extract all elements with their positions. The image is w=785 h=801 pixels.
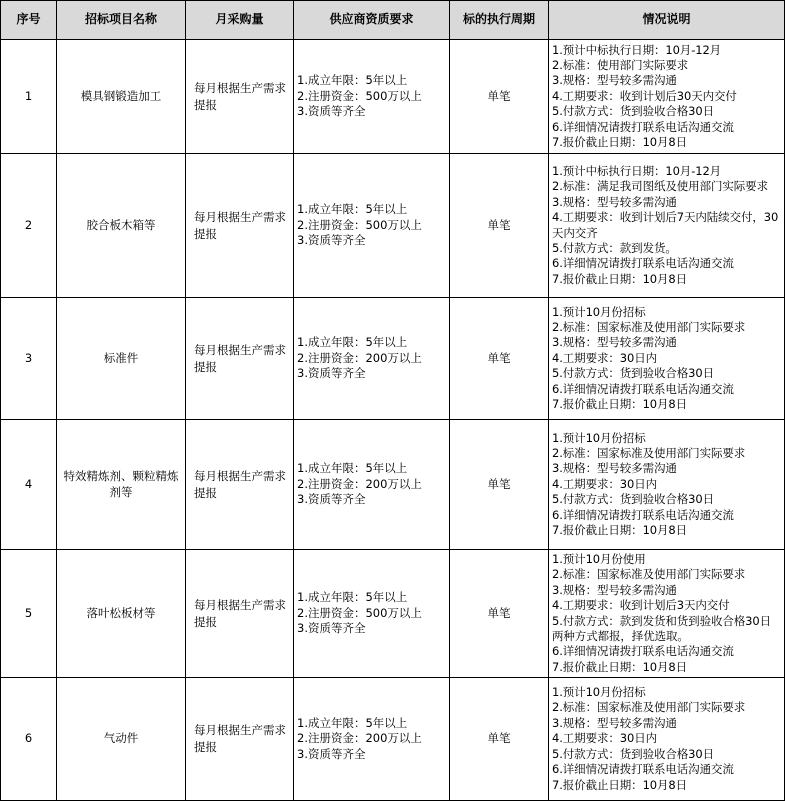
qualification-cell <box>294 154 450 298</box>
execution-cycle: 单笔 <box>450 550 549 678</box>
note-line: 3.规格：型号较多需沟通 <box>552 73 677 88</box>
note-line: 3.规格：型号较多需沟通 <box>552 335 677 350</box>
note-line: 5.付款方式：货到验收合格30日 <box>552 366 715 381</box>
qualification-cell <box>294 298 450 420</box>
note-line: 6.详细情况请拨打联系电话沟通交流 <box>552 256 734 271</box>
table-row <box>1 40 785 154</box>
qualification-line: 1.成立年限：5年以上 <box>297 590 408 605</box>
execution-cycle: 单笔 <box>450 154 549 298</box>
qualification-line: 1.成立年限：5年以上 <box>297 335 408 350</box>
note-line: 4.工期要求：收到计划后30天内交付 <box>552 88 737 103</box>
qualification-cell <box>294 40 450 154</box>
monthly-volume: 每月根据生产需求提报 <box>186 40 294 154</box>
qualification-cell <box>294 678 450 801</box>
note-line: 2.标准：国家标准及使用部门实际要求 <box>552 445 746 460</box>
qualification-line: 3.资质等齐全 <box>297 366 366 381</box>
qualification-cell <box>294 550 450 678</box>
row-index: 1 <box>1 40 57 154</box>
note-line: 4.工期要求：30日内 <box>552 731 658 746</box>
note-line: 7.报价截止日期：10月8日 <box>552 523 688 538</box>
note-line: 6.详细情况请拨打联系电话沟通交流 <box>552 507 734 522</box>
header-project-name: 招标项目名称 <box>57 1 186 40</box>
note-line: 5.付款方式：款到发货和货到验收合格30日两种方式都报，择优选取。 <box>552 613 772 643</box>
note-line: 1.预计中标执行日期：10月-12月 <box>552 42 722 57</box>
monthly-volume: 每月根据生产需求提报 <box>186 550 294 678</box>
note-line: 7.报价截止日期：10月8日 <box>552 777 688 792</box>
qualification-line: 2.注册资金：500万以上 <box>297 605 422 620</box>
qualification-line: 1.成立年限：5年以上 <box>297 73 408 88</box>
note-line: 7.报价截止日期：10月8日 <box>552 659 688 674</box>
project-name: 特效精炼剂、颗粒精炼剂等 <box>57 420 186 550</box>
execution-cycle: 单笔 <box>450 420 549 550</box>
qualification-line: 2.注册资金：500万以上 <box>297 217 422 232</box>
row-index: 5 <box>1 550 57 678</box>
monthly-volume: 每月根据生产需求提报 <box>186 298 294 420</box>
note-line: 4.工期要求：收到计划后3天内交付 <box>552 598 730 613</box>
qualification-line: 3.资质等齐全 <box>297 746 366 761</box>
table-header-row <box>1 1 785 40</box>
note-line: 4.工期要求：30日内 <box>552 350 658 365</box>
row-index: 3 <box>1 298 57 420</box>
table-row <box>1 678 785 801</box>
notes-cell <box>549 678 785 801</box>
row-index: 4 <box>1 420 57 550</box>
note-line: 7.报价截止日期：10月8日 <box>552 135 688 150</box>
qualification-cell <box>294 420 450 550</box>
qualification-line: 3.资质等齐全 <box>297 492 366 507</box>
note-line: 6.详细情况请拨打联系电话沟通交流 <box>552 762 734 777</box>
notes-cell <box>549 550 785 678</box>
table-row <box>1 420 785 550</box>
note-line: 4.工期要求：30日内 <box>552 476 658 491</box>
note-line: 1.预计10月份招标 <box>552 304 646 319</box>
note-line: 6.详细情况请拨打联系电话沟通交流 <box>552 119 734 134</box>
qualification-line: 2.注册资金：200万以上 <box>297 731 422 746</box>
qualification-line: 2.注册资金：500万以上 <box>297 88 422 103</box>
note-line: 2.标准：使用部门实际要求 <box>552 57 689 72</box>
table-row <box>1 550 785 678</box>
note-line: 2.标准：国家标准及使用部门实际要求 <box>552 319 746 334</box>
note-line: 6.详细情况请拨打联系电话沟通交流 <box>552 381 734 396</box>
qualification-line: 1.成立年限：5年以上 <box>297 202 408 217</box>
notes-cell <box>549 154 785 298</box>
project-name: 标准件 <box>57 298 186 420</box>
qualification-line: 3.资质等齐全 <box>297 104 366 119</box>
table-row <box>1 154 785 298</box>
monthly-volume: 每月根据生产需求提报 <box>186 154 294 298</box>
note-line: 1.预计10月份招标 <box>552 685 646 700</box>
qualification-line: 2.注册资金：200万以上 <box>297 476 422 491</box>
header-qualification: 供应商资质要求 <box>294 1 450 40</box>
notes-cell <box>549 298 785 420</box>
monthly-volume: 每月根据生产需求提报 <box>186 678 294 801</box>
project-name: 模具钢锻造加工 <box>57 40 186 154</box>
monthly-volume: 每月根据生产需求提报 <box>186 420 294 550</box>
execution-cycle: 单笔 <box>450 678 549 801</box>
qualification-line: 3.资质等齐全 <box>297 621 366 636</box>
qualification-line: 1.成立年限：5年以上 <box>297 461 408 476</box>
note-line: 3.规格：型号较多需沟通 <box>552 461 677 476</box>
note-line: 1.预计10月份招标 <box>552 430 646 445</box>
header-monthly-volume: 月采购量 <box>186 1 294 40</box>
note-line: 4.工期要求：收到计划后7天内陆续交付，30天内交齐 <box>552 210 779 240</box>
row-index: 6 <box>1 678 57 801</box>
project-name: 胶合板木箱等 <box>57 154 186 298</box>
execution-cycle: 单笔 <box>450 40 549 154</box>
project-name: 落叶松板材等 <box>57 550 186 678</box>
notes-cell <box>549 40 785 154</box>
note-line: 7.报价截止日期：10月8日 <box>552 397 688 412</box>
note-line: 2.标准：国家标准及使用部门实际要求 <box>552 700 746 715</box>
note-line: 3.规格：型号较多需沟通 <box>552 194 677 209</box>
notes-cell <box>549 420 785 550</box>
project-name: 气动件 <box>57 678 186 801</box>
header-index: 序号 <box>1 1 57 40</box>
note-line: 1.预计10月份使用 <box>552 551 646 566</box>
note-line: 5.付款方式：款到发货。 <box>552 240 677 255</box>
execution-cycle: 单笔 <box>450 298 549 420</box>
table-row <box>1 298 785 420</box>
note-line: 5.付款方式：货到验收合格30日 <box>552 746 715 761</box>
qualification-line: 3.资质等齐全 <box>297 233 366 248</box>
note-line: 6.详细情况请拨打联系电话沟通交流 <box>552 644 734 659</box>
note-line: 1.预计中标执行日期：10月-12月 <box>552 163 722 178</box>
note-line: 5.付款方式：货到验收合格30日 <box>552 492 715 507</box>
qualification-line: 2.注册资金：200万以上 <box>297 350 422 365</box>
row-index: 2 <box>1 154 57 298</box>
header-execution-cycle: 标的执行周期 <box>450 1 549 40</box>
note-line: 2.标准：国家标准及使用部门实际要求 <box>552 567 746 582</box>
qualification-line: 1.成立年限：5年以上 <box>297 715 408 730</box>
note-line: 3.规格：型号较多需沟通 <box>552 715 677 730</box>
note-line: 2.标准：满足我司图纸及使用部门实际要求 <box>552 179 768 194</box>
note-line: 7.报价截止日期：10月8日 <box>552 271 688 286</box>
header-notes: 情况说明 <box>549 1 785 40</box>
note-line: 3.规格：型号较多需沟通 <box>552 582 677 597</box>
note-line: 5.付款方式：货到验收合格30日 <box>552 104 715 119</box>
